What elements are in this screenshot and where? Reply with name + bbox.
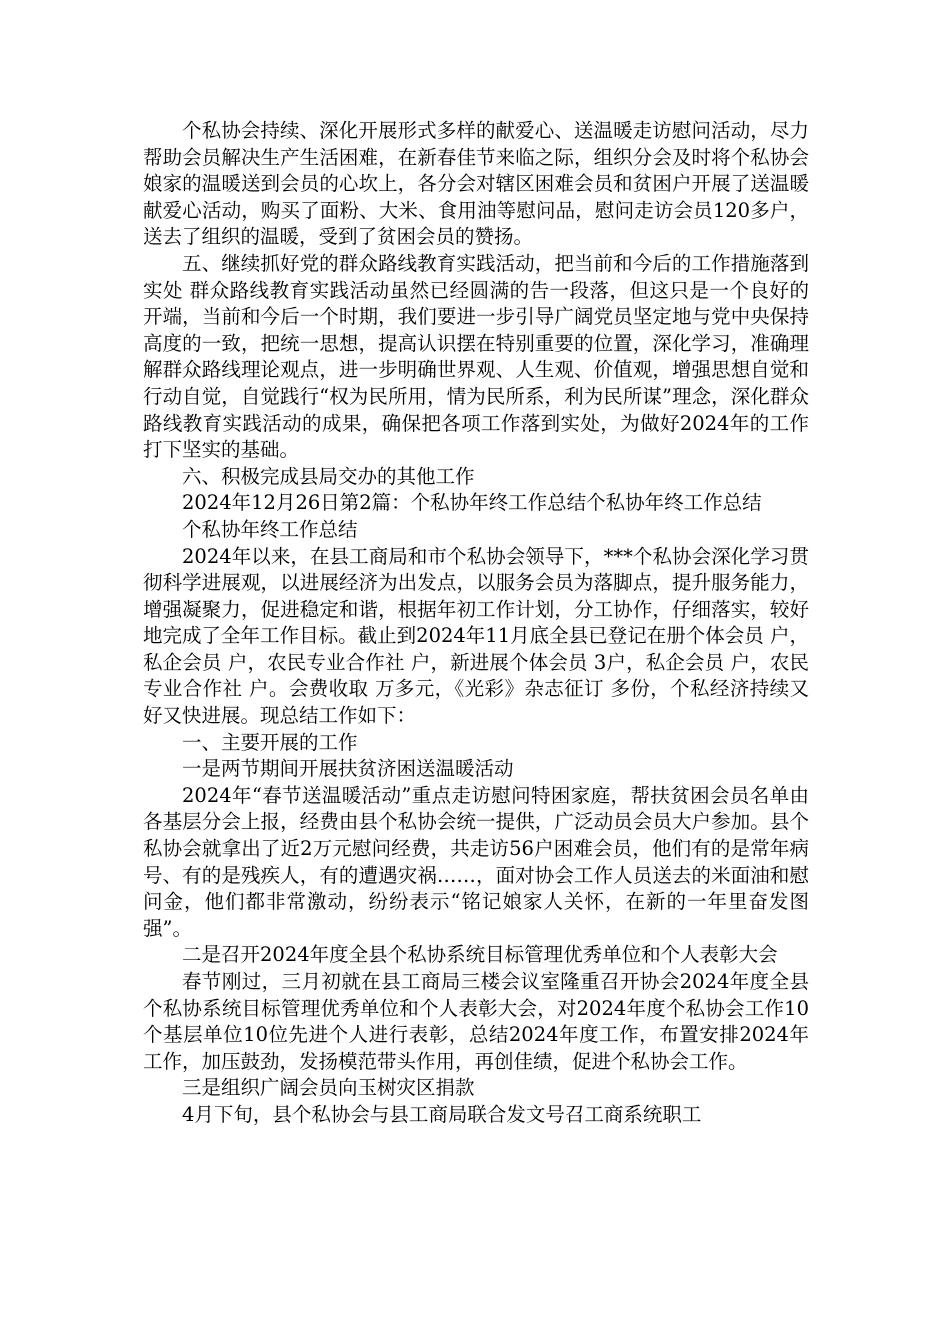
paragraph-item-three-body: 4月下旬，县个私协会与县工商局联合发文号召工商系统职工 bbox=[182, 1102, 702, 1126]
paragraph-item-one-heading: 一是两节期间开展扶贫济困送温暖活动 bbox=[182, 757, 514, 781]
document-body bbox=[143, 118, 809, 1129]
paragraph-summary-intro: 2024年以来，在县工商局和市个私协会领导下，***个私协会深化学习贯彻科学进展观，以进展经济为出发点，以服务会员为落脚点，提升服务能力，增强凝聚力，促进稳定和谐，根据年初工作计划，分工协作，仔细落实，较好地完成了全年工作目标。截止到2024年11月底全县已登记在册个体会员 户，私企会员 户，农民专业合作社 户，新进展个体会员 3户，私企会员 户，农民专业合作社 户。会费收取 万多元，《光彩》杂志征订 多份，个私经济持续又好又快进展。现总结工作如下： bbox=[143, 544, 809, 728]
paragraph-mass-line-education: 五、继续抓好党的群众路线教育实践活动，把当前和今后的工作措施落到实处 群众路线教育实践活动虽然已经圆满的告一段落，但这只是一个良好的开端，当前和今后一个时期，我们要进一步引导广阔党员坚定地与党中央保持高度的一致，把统一思想，提高认识摆在特别重要的位置，深化学习，准确理解群众路线理论观点，进一步明确世界观、人生观、价值观，增强思想自觉和行动自觉，自觉践行“权为民所用，情为民所系，利为民所谋”理念，深化群众路线教育实践活动的成果，确保把各项工作落到实处，为做好2024年的工作打下坚实的基础。 bbox=[143, 251, 809, 462]
paragraph-item-two-body: 春节刚过，三月初就在县工商局三楼会议室隆重召开协会2024年度全县个私协系统目标管理优秀单位和个人表彰大会，对2024年度个私协会工作10个基层单位10位先进个人进行表彰，总结2024年度工作，布置安排2024年工作，加压鼓劲，发扬模范带头作用，再创佳绩，促进个私协会工作。 bbox=[143, 970, 809, 1073]
paragraph-item-two-heading: 二是召开2024年度全县个私协系统目标管理优秀单位和个人表彰大会 bbox=[182, 943, 778, 967]
paragraph-item-one-body: 2024年“春节送温暖活动”重点走访慰问特困家庭，帮扶贫困会员名单由各基层分会上报，经费由县个私协会统一提供，广泛动员会员大户参加。县个私协会就拿出了近2万元慰问经费，共走访56户困难会员，他们有的是常年病号、有的是残疾人，有的遭遇灾祸……，面对协会工作人员送去的米面油和慰问金，他们都非常激动，纷纷表示“铭记娘家人关怀，在新的一年里奋发图强”。 bbox=[143, 783, 809, 940]
paragraph-summary-title: 个私协年终工作总结 bbox=[182, 517, 358, 541]
paragraph-item-three-heading: 三是组织广阔会员向玉树灾区捐款 bbox=[182, 1076, 475, 1100]
paragraph-visiting-activities: 个私协会持续、深化开展形式多样的献爱心、送温暖走访慰问活动，尽力帮助会员解决生产生活困难，在新春佳节来临之际，组织分会及时将个私协会娘家的温暖送到会员的心坎上，各分会对辖区困难会员和贫困户开展了送温暖献爱心活动，购买了面粉、大米、食用油等慰问品，慰问走访会员120多户，送去了组织的温暖，受到了贫困会员的赞扬。 bbox=[143, 119, 809, 249]
paragraph-section-six: 六、积极完成县局交办的其他工作 bbox=[182, 464, 475, 488]
paragraph-main-work-heading: 一、主要开展的工作 bbox=[182, 730, 358, 754]
paragraph-article-header: 2024年12月26日第2篇：个私协年终工作总结个私协年终工作总结 bbox=[182, 491, 762, 515]
